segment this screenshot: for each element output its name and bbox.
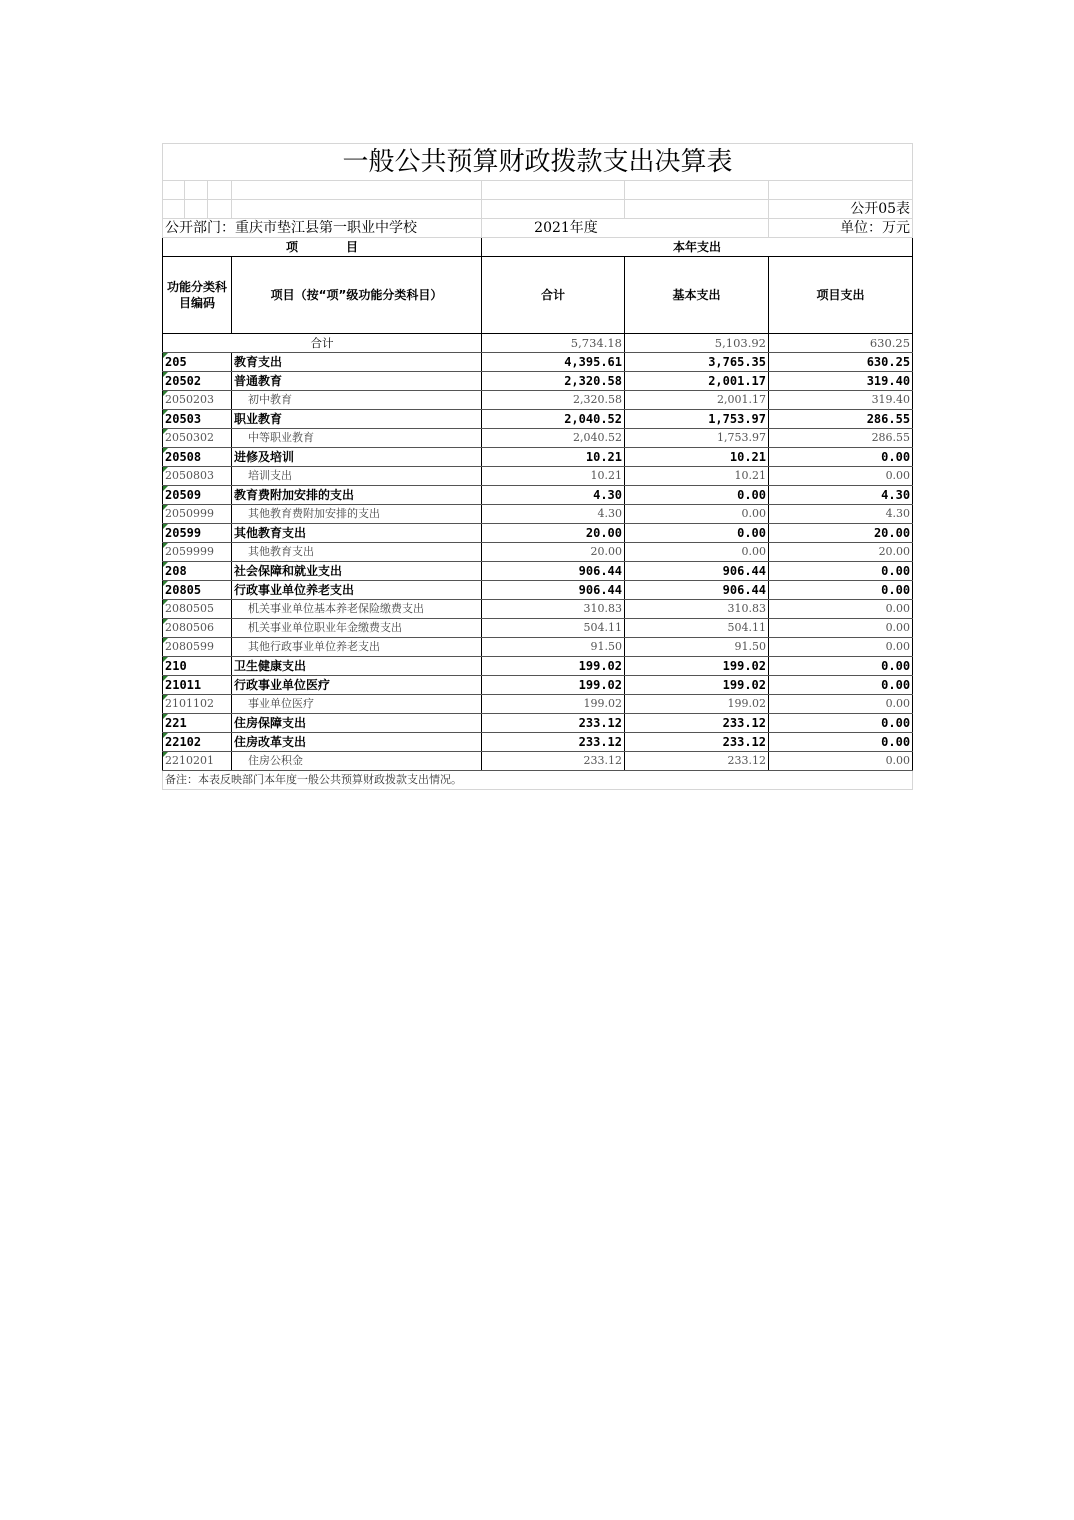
table-row bbox=[163, 695, 913, 714]
report-sheet bbox=[162, 143, 912, 790]
table-row bbox=[163, 353, 913, 372]
row-total: 199.02 bbox=[482, 695, 625, 714]
row-name: 事业单位医疗 bbox=[232, 695, 482, 714]
row-code: 221 bbox=[163, 714, 232, 733]
table-row bbox=[163, 562, 913, 581]
row-total: 91.50 bbox=[482, 638, 625, 657]
department-label: 公开部门：重庆市垫江县第一职业中学校 bbox=[163, 219, 482, 238]
row-total: 906.44 bbox=[482, 562, 625, 581]
total-basic: 5,103.92 bbox=[625, 334, 769, 353]
table-row bbox=[163, 619, 913, 638]
row-basic: 199.02 bbox=[625, 657, 769, 676]
unit-label: 单位：万元 bbox=[769, 219, 913, 238]
row-code: 2050803 bbox=[163, 467, 232, 486]
row-total: 4.30 bbox=[482, 486, 625, 505]
table-row bbox=[163, 486, 913, 505]
row-code: 20502 bbox=[163, 372, 232, 391]
row-project: 0.00 bbox=[769, 714, 913, 733]
row-total: 233.12 bbox=[482, 714, 625, 733]
row-name: 住房改革支出 bbox=[232, 733, 482, 752]
row-total: 504.11 bbox=[482, 619, 625, 638]
table-row bbox=[163, 657, 913, 676]
row-code: 210 bbox=[163, 657, 232, 676]
row-code: 20508 bbox=[163, 448, 232, 467]
row-project: 319.40 bbox=[769, 391, 913, 410]
row-basic: 0.00 bbox=[625, 505, 769, 524]
row-basic: 1,753.97 bbox=[625, 429, 769, 448]
row-code: 20509 bbox=[163, 486, 232, 505]
table-row bbox=[163, 372, 913, 391]
row-basic: 0.00 bbox=[625, 486, 769, 505]
table-row bbox=[163, 752, 913, 771]
row-code: 2080599 bbox=[163, 638, 232, 657]
row-total: 10.21 bbox=[482, 448, 625, 467]
row-code: 2080505 bbox=[163, 600, 232, 619]
row-name: 普通教育 bbox=[232, 372, 482, 391]
row-total: 2,320.58 bbox=[482, 372, 625, 391]
row-name: 行政事业单位医疗 bbox=[232, 676, 482, 695]
table-row bbox=[163, 543, 913, 562]
row-name: 职业教育 bbox=[232, 410, 482, 429]
row-name: 其他教育支出 bbox=[232, 524, 482, 543]
header-item: 项 目 bbox=[163, 238, 482, 257]
row-total: 233.12 bbox=[482, 752, 625, 771]
row-project: 0.00 bbox=[769, 733, 913, 752]
row-total: 199.02 bbox=[482, 676, 625, 695]
row-project: 0.00 bbox=[769, 752, 913, 771]
table-row bbox=[163, 448, 913, 467]
row-project: 20.00 bbox=[769, 543, 913, 562]
row-code: 208 bbox=[163, 562, 232, 581]
row-basic: 199.02 bbox=[625, 695, 769, 714]
total-project: 630.25 bbox=[769, 334, 913, 353]
row-basic: 91.50 bbox=[625, 638, 769, 657]
table-row bbox=[163, 714, 913, 733]
row-total: 906.44 bbox=[482, 581, 625, 600]
row-total: 20.00 bbox=[482, 543, 625, 562]
row-code: 2101102 bbox=[163, 695, 232, 714]
row-project: 0.00 bbox=[769, 657, 913, 676]
row-total: 310.83 bbox=[482, 600, 625, 619]
row-basic: 2,001.17 bbox=[625, 372, 769, 391]
row-project: 286.55 bbox=[769, 429, 913, 448]
row-project: 0.00 bbox=[769, 638, 913, 657]
footnote: 备注：本表反映部门本年度一般公共预算财政拨款支出情况。 bbox=[163, 771, 913, 790]
table-row bbox=[163, 410, 913, 429]
header-total: 合计 bbox=[482, 257, 625, 334]
row-basic: 1,753.97 bbox=[625, 410, 769, 429]
row-basic: 0.00 bbox=[625, 524, 769, 543]
row-code: 2050999 bbox=[163, 505, 232, 524]
row-total: 4.30 bbox=[482, 505, 625, 524]
row-total: 2,040.52 bbox=[482, 429, 625, 448]
row-basic: 3,765.35 bbox=[625, 353, 769, 372]
table-row bbox=[163, 391, 913, 410]
row-basic: 504.11 bbox=[625, 619, 769, 638]
header-current-year: 本年支出 bbox=[482, 238, 913, 257]
row-basic: 233.12 bbox=[625, 733, 769, 752]
table-row bbox=[163, 524, 913, 543]
row-project: 0.00 bbox=[769, 467, 913, 486]
row-name: 培训支出 bbox=[232, 467, 482, 486]
table-row bbox=[163, 638, 913, 657]
row-name: 教育支出 bbox=[232, 353, 482, 372]
page-title: 一般公共预算财政拨款支出决算表 bbox=[163, 144, 913, 181]
row-total: 2,040.52 bbox=[482, 410, 625, 429]
row-basic: 233.12 bbox=[625, 752, 769, 771]
row-code: 2050203 bbox=[163, 391, 232, 410]
header-basic: 基本支出 bbox=[625, 257, 769, 334]
table-row bbox=[163, 505, 913, 524]
row-name: 其他行政事业单位养老支出 bbox=[232, 638, 482, 657]
table-row bbox=[163, 581, 913, 600]
form-number: 公开05表 bbox=[769, 200, 913, 219]
row-name: 卫生健康支出 bbox=[232, 657, 482, 676]
header-project: 项目支出 bbox=[769, 257, 913, 334]
row-project: 0.00 bbox=[769, 676, 913, 695]
row-name: 进修及培训 bbox=[232, 448, 482, 467]
header-code: 功能分类科目编码 bbox=[163, 257, 232, 334]
row-code: 2050302 bbox=[163, 429, 232, 448]
row-code: 21011 bbox=[163, 676, 232, 695]
row-basic: 906.44 bbox=[625, 562, 769, 581]
row-code: 22102 bbox=[163, 733, 232, 752]
row-project: 4.30 bbox=[769, 505, 913, 524]
row-name: 教育费附加安排的支出 bbox=[232, 486, 482, 505]
row-code: 2080506 bbox=[163, 619, 232, 638]
row-name: 初中教育 bbox=[232, 391, 482, 410]
row-project: 0.00 bbox=[769, 695, 913, 714]
row-basic: 310.83 bbox=[625, 600, 769, 619]
row-basic: 906.44 bbox=[625, 581, 769, 600]
row-basic: 233.12 bbox=[625, 714, 769, 733]
row-project: 286.55 bbox=[769, 410, 913, 429]
row-basic: 199.02 bbox=[625, 676, 769, 695]
row-project: 0.00 bbox=[769, 581, 913, 600]
row-project: 0.00 bbox=[769, 600, 913, 619]
row-basic: 2,001.17 bbox=[625, 391, 769, 410]
table-row bbox=[163, 467, 913, 486]
total-label: 合计 bbox=[163, 334, 482, 353]
row-total: 4,395.61 bbox=[482, 353, 625, 372]
row-code: 20805 bbox=[163, 581, 232, 600]
row-code: 20503 bbox=[163, 410, 232, 429]
row-basic: 10.21 bbox=[625, 467, 769, 486]
row-total: 20.00 bbox=[482, 524, 625, 543]
row-code: 20599 bbox=[163, 524, 232, 543]
row-name: 机关事业单位基本养老保险缴费支出 bbox=[232, 600, 482, 619]
table-row bbox=[163, 676, 913, 695]
row-code: 2210201 bbox=[163, 752, 232, 771]
row-project: 0.00 bbox=[769, 619, 913, 638]
expenditure-table bbox=[162, 143, 913, 790]
row-project: 20.00 bbox=[769, 524, 913, 543]
table-row bbox=[163, 429, 913, 448]
row-name: 机关事业单位职业年金缴费支出 bbox=[232, 619, 482, 638]
row-project: 0.00 bbox=[769, 448, 913, 467]
row-total: 233.12 bbox=[482, 733, 625, 752]
row-name: 社会保障和就业支出 bbox=[232, 562, 482, 581]
row-name: 行政事业单位养老支出 bbox=[232, 581, 482, 600]
row-code: 2059999 bbox=[163, 543, 232, 562]
row-code: 205 bbox=[163, 353, 232, 372]
header-name: 项目（按“项”级功能分类科目） bbox=[232, 257, 482, 334]
row-total: 199.02 bbox=[482, 657, 625, 676]
row-name: 其他教育支出 bbox=[232, 543, 482, 562]
row-project: 0.00 bbox=[769, 562, 913, 581]
row-name: 住房公积金 bbox=[232, 752, 482, 771]
total-row bbox=[163, 334, 913, 353]
table-row bbox=[163, 733, 913, 752]
row-name: 其他教育费附加安排的支出 bbox=[232, 505, 482, 524]
row-total: 2,320.58 bbox=[482, 391, 625, 410]
row-name: 住房保障支出 bbox=[232, 714, 482, 733]
year-label: 2021年度 bbox=[482, 219, 769, 238]
row-project: 630.25 bbox=[769, 353, 913, 372]
table-row bbox=[163, 600, 913, 619]
row-name: 中等职业教育 bbox=[232, 429, 482, 448]
row-total: 10.21 bbox=[482, 467, 625, 486]
total-total: 5,734.18 bbox=[482, 334, 625, 353]
row-project: 319.40 bbox=[769, 372, 913, 391]
row-basic: 0.00 bbox=[625, 543, 769, 562]
row-project: 4.30 bbox=[769, 486, 913, 505]
row-basic: 10.21 bbox=[625, 448, 769, 467]
